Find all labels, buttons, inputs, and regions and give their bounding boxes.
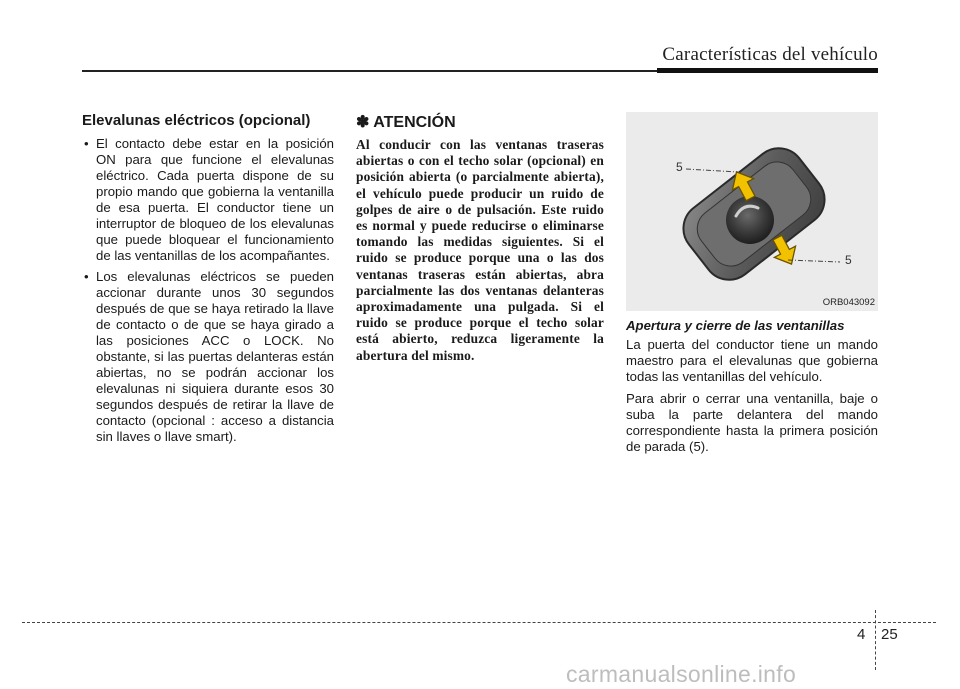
- attention-title: ✽ ATENCIÓN: [356, 114, 456, 131]
- bullet-text: Los elevalunas eléctricos se pueden accionar durante unos 30 segundos después de que se haya retirado la llave de contacto o de que se haya girado a las posiciones ACC o LOCK. No obstante, si las puertas delanteras están abiertas, no se podrán accionar los elevalunas ni siquiera durante esos 30 segundos después de retirar la llave de contacto (opcional : acceso a distancia sin llaves o llave smart).: [96, 269, 334, 444]
- chapter-header-title: Características del vehículo: [662, 44, 878, 65]
- callout-label-top: 5: [676, 160, 683, 174]
- right-column: [626, 112, 878, 461]
- footer-rule: [22, 622, 936, 623]
- bullet-item: [82, 136, 334, 264]
- bullet-list: [82, 136, 334, 445]
- window-switch-illustration: [626, 112, 878, 311]
- attention-column: [356, 112, 604, 364]
- paragraph: La puerta del conductor tiene un mando maestro para el elevalunas que gobierna todas las ventanillas del vehículo.: [626, 337, 878, 384]
- bullet-text: El contacto debe estar en la posición ON para que funcione el elevalunas eléctrico. Cada puerta dispone de su propio mando que gobierna la ventanilla de esa puerta. El conductor tiene un interruptor de bloqueo de los elevalunas que puede bloquear el funcionamiento de las ventanillas de los acompañantes.: [96, 136, 334, 263]
- switch-knob: [726, 196, 774, 244]
- figure-caption: Apertura y cierre de las ventanillas: [626, 318, 845, 333]
- header-rule-accent: [657, 68, 878, 73]
- window-switch-figure: [626, 112, 878, 311]
- page-number: 25: [881, 626, 898, 643]
- bullet-dot-icon: •: [84, 269, 89, 284]
- bullet-dot-icon: •: [84, 136, 89, 151]
- footer-divider: [875, 610, 876, 670]
- callout-label-bottom: 5: [845, 253, 852, 267]
- attention-body: Al conducir con las ventanas traseras abiertas o con el techo solar (opcional) en posición abierta (o parcialmente abierta), el vehículo puede producir un ruido de golpes de aire o de pulsación. Este ruido es normal y puede reducirse o eliminarse tomando las medidas siguientes. Si el ruido se produce porque una o las dos ventanas traseras están abiertas, abra parcialmente las dos ventanas delanteras aproximadamente una pulgada. Si el ruido se produce porque el techo solar está abierto, reduzca ligeramente la abertura del mismo.: [356, 137, 604, 363]
- section-title: Elevalunas eléctricos (opcional): [82, 112, 311, 129]
- watermark: carmanualsonline.info: [566, 661, 797, 687]
- bullet-item: [82, 269, 334, 445]
- figure-code: ORB043092: [822, 297, 875, 308]
- left-column: [82, 112, 334, 450]
- chapter-number: 4: [857, 626, 866, 643]
- paragraph: Para abrir o cerrar una ventanilla, baje o suba la parte delantera del mando correspondiente hasta la primera posición de parada (5).: [626, 391, 878, 454]
